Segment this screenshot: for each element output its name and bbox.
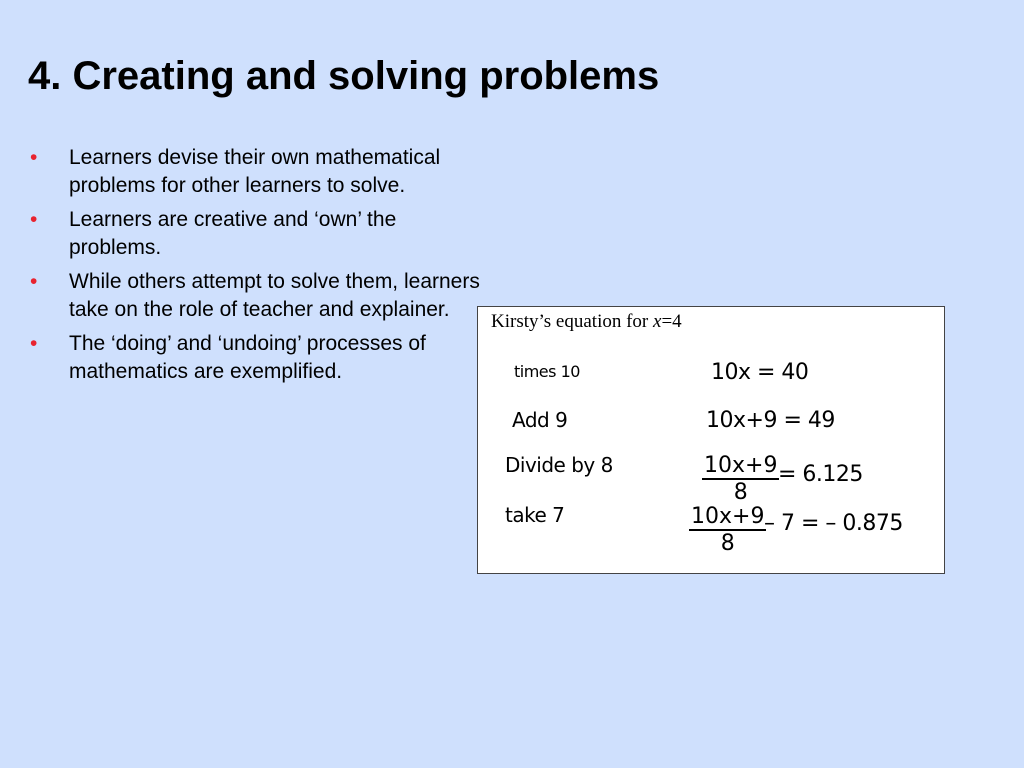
- bullet-text: While others attempt to solve them, learners take on the role of teacher and explainer.: [69, 270, 480, 321]
- equation-figure: [477, 306, 945, 574]
- step-equation: 10x+9 = 49: [706, 408, 835, 433]
- bullet-item: [30, 330, 480, 385]
- bullet-icon: •: [30, 332, 38, 355]
- figure-caption-variable: x: [653, 311, 662, 332]
- bullet-text: The ‘doing’ and ‘undoing’ processes of mathematics are exemplified.: [69, 332, 426, 383]
- step-equation: 10x = 40: [711, 360, 809, 385]
- step-label: Divide by 8: [505, 453, 613, 477]
- figure-caption: [491, 311, 682, 333]
- fraction-denominator: 8: [720, 531, 735, 556]
- step-equation: – 7 = – 0.875: [764, 511, 903, 536]
- step-fraction: [702, 455, 779, 504]
- step-label: take 7: [505, 503, 565, 527]
- bullet-text: Learners devise their own mathematical problems for other learners to solve.: [69, 146, 441, 197]
- figure-caption-suffix: =4: [661, 311, 682, 332]
- slide-title: 4. Creating and solving problems: [28, 54, 660, 98]
- fraction-numerator: 10x+9: [691, 504, 765, 529]
- step-equation: = 6.125: [778, 462, 863, 487]
- fraction-denominator: 8: [733, 480, 748, 505]
- bullet-list: [30, 144, 480, 392]
- bullet-icon: •: [30, 270, 38, 293]
- step-label: times 10: [514, 362, 580, 381]
- bullet-icon: •: [30, 146, 38, 169]
- bullet-item: [30, 144, 480, 199]
- bullet-icon: •: [30, 208, 38, 231]
- step-label: Add 9: [512, 408, 568, 432]
- figure-caption-prefix: Kirsty’s equation for: [491, 311, 654, 332]
- bullet-text: Learners are creative and ‘own’ the problems.: [69, 208, 397, 259]
- bullet-item: [30, 268, 480, 323]
- fraction-numerator: 10x+9: [704, 453, 778, 478]
- step-fraction: [689, 506, 766, 555]
- bullet-item: [30, 206, 480, 261]
